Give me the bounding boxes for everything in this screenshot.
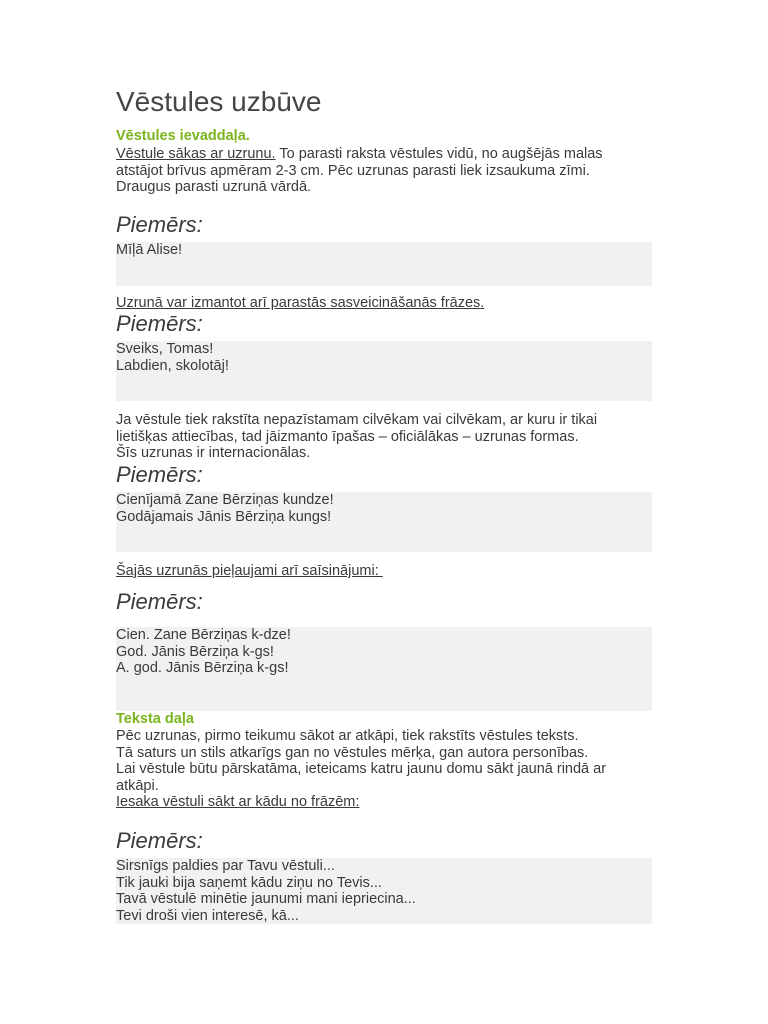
example-4-line-1: Cien. Zane Bērziņas k-dze!: [116, 627, 291, 643]
formal-line-1: Ja vēstule tiek rakstīta nepazīstamam cilvēkam vai cilvēkam, ar kuru ir tikai: [116, 412, 598, 428]
example-4-line-2: God. Jānis Bērziņa k-gs!: [116, 643, 274, 660]
text-part-underlined-line: Iesaka vēstuli sākt ar kādu no frāzēm:: [116, 794, 360, 810]
text-part-line-1: Pēc uzrunas, pirmo teikumu sākot ar atkāpi, tiek rakstīts vēstules teksts.: [116, 728, 579, 744]
example-5-line-3: Tavā vēstulē minētie jaunumi mani iepriecina...: [116, 891, 416, 907]
intro-line-2: atstājot brīvus apmēram 2-3 cm. Pēc uzrunas parasti liek izsaukuma zīmi.: [116, 162, 590, 179]
intro-underlined-sentence: Vēstule sākas ar uzrunu.: [116, 146, 276, 162]
text-part-line-3: Lai vēstule būtu pārskatāma, ieteicams katru jaunu domu sākt jaunā rindā ar: [116, 761, 607, 777]
example-2-line-1: Sveiks, Tomas!: [116, 341, 214, 357]
example-5-line-1: Sirsnīgs paldies par Tavu vēstuli...: [116, 858, 335, 874]
example-box-5: [116, 858, 652, 924]
text-part-line-2: Tā saturs un stils atkarīgs gan no vēstules mērķa, gan autora personības.: [116, 744, 589, 761]
example-heading-3: Piemērs:: [116, 462, 203, 487]
example-box-4: [116, 627, 652, 711]
example-box-1: [116, 242, 652, 286]
formal-line-3: Šīs uzrunas ir internacionālas.: [116, 445, 311, 461]
formal-address-paragraph: [116, 412, 597, 462]
intro-paragraph: [116, 146, 603, 196]
text-part-line-4: atkāpi.: [116, 777, 159, 794]
intro-line-1-rest: To parasti raksta vēstules vidū, no augšējās malas: [275, 146, 603, 162]
page-title: Vēstules uzbūve: [116, 86, 322, 117]
note-greeting-phrases: Uzrunā var izmantot arī parastās sasveicināšanās frāzes.: [116, 295, 485, 311]
intro-line-3: Draugus parasti uzrunā vārdā.: [116, 179, 312, 195]
example-heading-2: Piemērs:: [116, 311, 203, 336]
intro-line-1: [116, 146, 603, 163]
example-3-line-2: Godājamais Jānis Bērziņa kungs!: [116, 508, 332, 525]
example-heading-1: Piemērs:: [116, 212, 203, 237]
section-heading-introduction: Vēstules ievaddaļa.: [116, 128, 250, 144]
example-4-line-3: A. god. Jānis Bērziņa k-gs!: [116, 660, 289, 676]
example-1-line-1: Mīļā Alise!: [116, 242, 183, 258]
example-box-3: [116, 492, 652, 552]
example-2-line-2: Labdien, skolotāj!: [116, 357, 229, 374]
example-box-2: [116, 341, 652, 401]
example-heading-4: Piemērs:: [116, 589, 203, 614]
formal-line-2: lietišķas attiecības, tad jāizmanto īpašas – oficiālākas – uzrunas formas.: [116, 428, 579, 445]
note-abbreviations: Šajās uzrunās pieļaujami arī saīsinājumi:: [116, 563, 383, 579]
example-heading-5: Piemērs:: [116, 828, 203, 853]
section-heading-text-part: Teksta daļa: [116, 711, 194, 727]
text-part-paragraph: [116, 728, 606, 811]
example-5-line-4: Tevi droši vien interesē, kā...: [116, 907, 299, 924]
example-5-line-2: Tik jauki bija saņemt kādu ziņu no Tevis...: [116, 874, 382, 891]
example-3-line-1: Cienījamā Zane Bērziņas kundze!: [116, 492, 334, 508]
